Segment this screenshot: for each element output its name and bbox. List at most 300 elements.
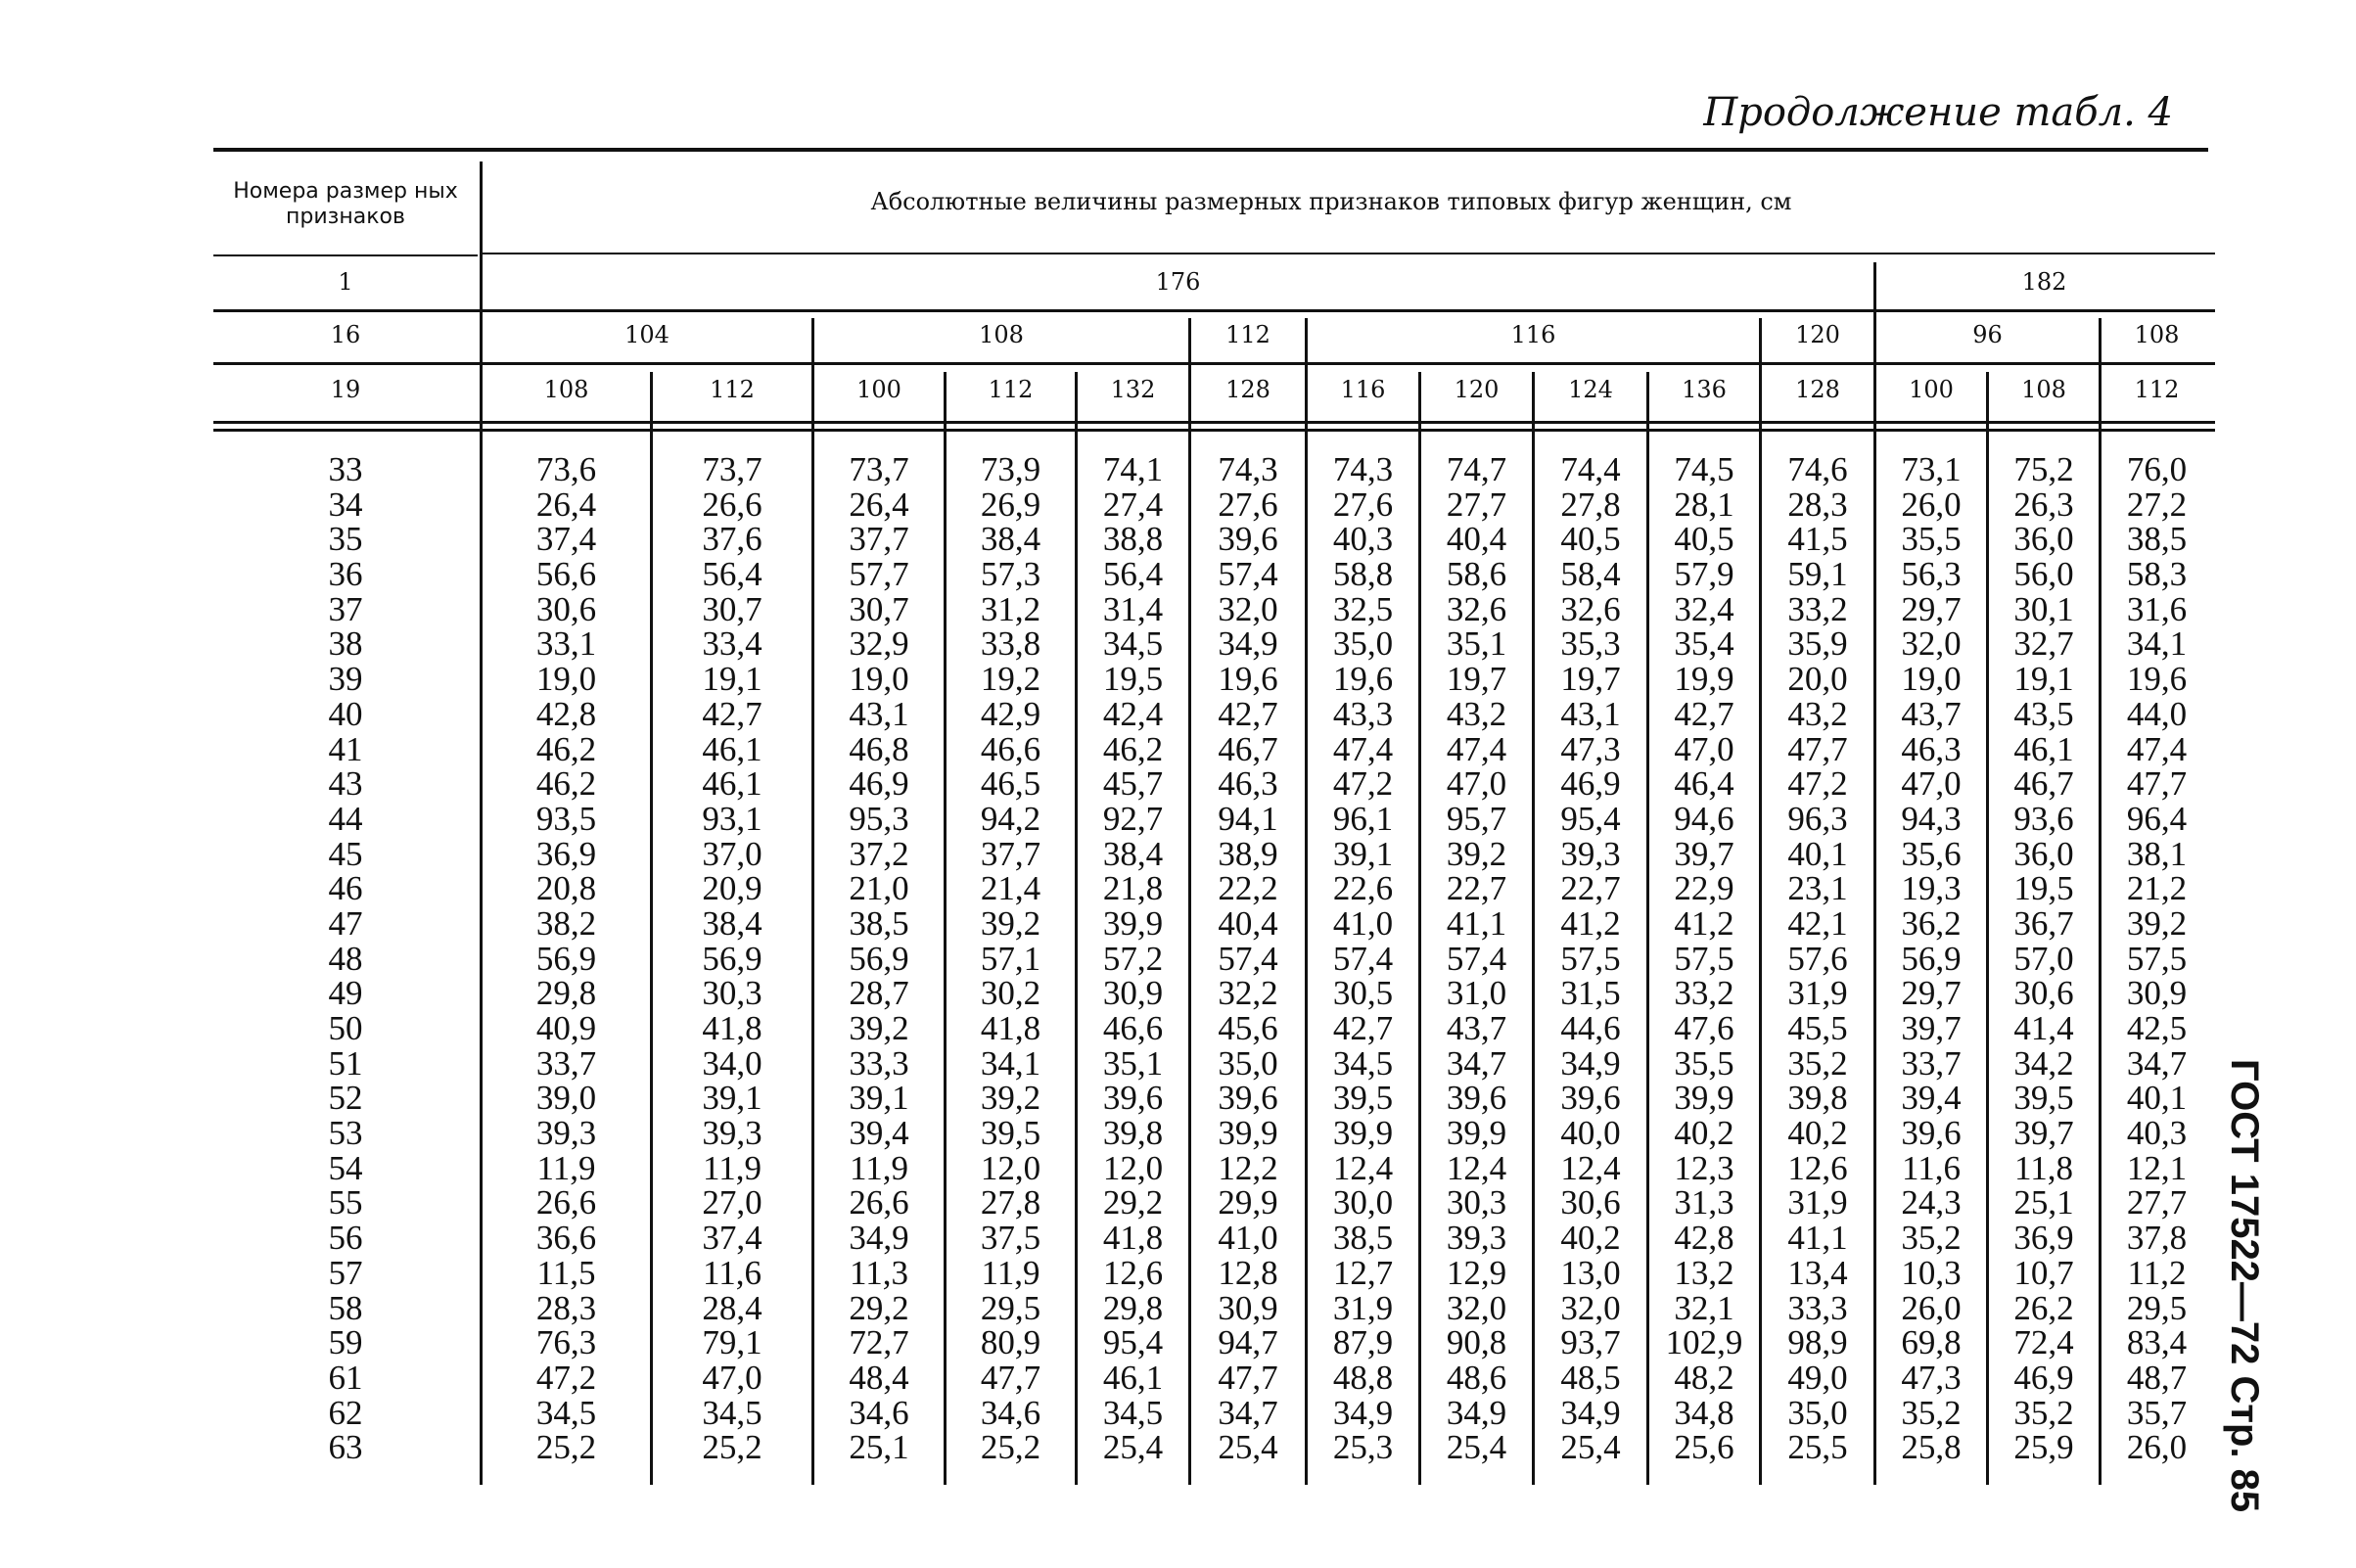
table-cell: 36,0 [2013, 834, 2074, 873]
table-cell: 30,6 [2013, 974, 2074, 1013]
table-cell: 26,4 [849, 484, 909, 524]
table-cell: 30,9 [1218, 1288, 1278, 1327]
table-cell: 47,4 [1332, 729, 1394, 768]
table-cell: 26,9 [980, 484, 1041, 524]
table-cell: 10,7 [2013, 1253, 2074, 1292]
table-cell: 25,9 [2013, 1428, 2074, 1467]
table-cell: 41,8 [702, 1009, 762, 1047]
table-cell: 39,6 [1218, 1079, 1278, 1118]
table-cell: 93,1 [702, 799, 762, 838]
table-cell: 29,8 [1102, 1288, 1164, 1327]
table-cell: 33,2 [1674, 974, 1734, 1013]
data-column [1762, 452, 1873, 1465]
table-cell: 90,8 [1446, 1323, 1507, 1362]
hip-value: 116 [1340, 376, 1386, 403]
table-cell: 25,4 [1446, 1428, 1507, 1467]
table-cell: 33,4 [702, 624, 762, 664]
table-cell: 29,5 [980, 1288, 1041, 1327]
table-cell: 12,4 [1332, 1148, 1394, 1187]
table-cell: 26,4 [535, 484, 597, 524]
table-cell: 48,6 [1446, 1358, 1507, 1397]
table-cell: 79,1 [702, 1323, 762, 1362]
table-cell: 39,6 [1102, 1079, 1164, 1118]
table-cell: 39,3 [702, 1114, 762, 1153]
table-cell: 22,2 [1218, 869, 1278, 908]
table-cell: 47,7 [1218, 1358, 1278, 1397]
table-cell: 19,0 [849, 660, 909, 699]
table-cell: 41,0 [1332, 903, 1394, 943]
row-number: 49 [328, 974, 363, 1013]
table-cell: 30,9 [1102, 974, 1164, 1013]
table-cell: 46,6 [1102, 1009, 1164, 1047]
row-number: 48 [328, 939, 363, 978]
table-cell: 58,4 [1560, 555, 1621, 594]
table-cell: 102,9 [1665, 1323, 1743, 1362]
table-cell: 21,8 [1102, 869, 1164, 908]
table-cell: 27,2 [2126, 484, 2188, 524]
table-cell: 40,0 [1560, 1114, 1621, 1153]
table-cell: 12,1 [2126, 1148, 2188, 1187]
table-cell: 20,9 [702, 869, 762, 908]
row-number: 51 [328, 1043, 363, 1083]
table-cell: 73,9 [980, 450, 1041, 488]
table-cell: 43,7 [1446, 1009, 1507, 1047]
table-cell: 23,1 [1787, 869, 1848, 908]
table-cell: 56,9 [535, 939, 597, 978]
table-cell: 39,2 [980, 1079, 1041, 1118]
table-cell: 33,8 [980, 624, 1041, 664]
table-cell: 11,9 [703, 1148, 762, 1187]
table-cell: 38,5 [849, 903, 909, 943]
row-number: 44 [328, 799, 363, 838]
table-cell: 57,5 [1674, 939, 1734, 978]
table-cell: 29,5 [2126, 1288, 2188, 1327]
table-cell: 39,1 [849, 1079, 909, 1118]
header-rule-3 [213, 362, 2215, 365]
table-cell: 45,6 [1218, 1009, 1278, 1047]
table-cell: 30,2 [980, 974, 1041, 1013]
row-number-column [213, 452, 478, 1465]
table-cell: 39,1 [702, 1079, 762, 1118]
table-cell: 39,6 [1218, 520, 1278, 559]
table-cell: 25,1 [849, 1428, 909, 1467]
table-cell: 35,2 [1787, 1043, 1848, 1083]
table-cell: 11,9 [850, 1148, 908, 1187]
table-cell: 41,1 [1787, 1219, 1848, 1258]
table-cell: 46,9 [1560, 764, 1621, 804]
table-cell: 41,8 [980, 1009, 1041, 1047]
table-cell: 26,3 [2013, 484, 2074, 524]
table-cell: 47,6 [1674, 1009, 1734, 1047]
chest-group: 108 [979, 321, 1024, 348]
table-cell: 39,3 [535, 1114, 597, 1153]
chest-group: 108 [2134, 321, 2180, 348]
table-cell: 39,0 [535, 1079, 597, 1118]
table-cell: 35,3 [1560, 624, 1621, 664]
height-group-176: 176 [1155, 268, 1201, 296]
table-cell: 56,9 [702, 939, 762, 978]
left-column-title: Номера размер ных признаков [233, 179, 458, 229]
table-cell: 12,8 [1218, 1253, 1278, 1292]
table-cell: 35,0 [1787, 1393, 1848, 1432]
table-cell: 46,1 [702, 729, 762, 768]
table-cell: 28,3 [1787, 484, 1848, 524]
table-cell: 35,5 [1674, 1043, 1734, 1083]
table-cell: 19,6 [1218, 660, 1278, 699]
table-cell: 94,6 [1674, 799, 1734, 838]
table-cell: 25,4 [1218, 1428, 1278, 1467]
table-cell: 43,3 [1332, 694, 1394, 733]
table-cell: 11,6 [1902, 1148, 1961, 1187]
table-cell: 31,2 [980, 589, 1041, 628]
table-cell: 74,1 [1102, 450, 1164, 488]
table-cell: 39,2 [849, 1009, 909, 1047]
table-cell: 56,4 [1102, 555, 1164, 594]
row-number: 63 [328, 1428, 363, 1467]
table-cell: 19,7 [1446, 660, 1507, 699]
table-cell: 39,2 [1446, 834, 1507, 873]
table-cell: 35,7 [2126, 1393, 2188, 1432]
row-number: 56 [328, 1219, 363, 1258]
table-cell: 33,3 [849, 1043, 909, 1083]
table-cell: 12,0 [980, 1148, 1041, 1187]
table-cell: 26,0 [1901, 1288, 1962, 1327]
table-cell: 34,5 [535, 1393, 597, 1432]
hip-value: 108 [2021, 376, 2066, 403]
row-number: 41 [328, 729, 363, 768]
table-cell: 29,9 [1218, 1183, 1278, 1222]
row-number: 47 [328, 903, 363, 943]
table-cell: 43,2 [1446, 694, 1507, 733]
table-cell: 34,5 [702, 1393, 762, 1432]
table-cell: 31,6 [2126, 589, 2188, 628]
table-cell: 19,5 [1102, 660, 1164, 699]
table-cell: 39,1 [1332, 834, 1394, 873]
table-cell: 39,8 [1102, 1114, 1164, 1153]
hip-value: 120 [1454, 376, 1500, 403]
table-cell: 37,7 [849, 520, 909, 559]
table-cell: 46,1 [1102, 1358, 1164, 1397]
table-cell: 35,5 [1901, 520, 1962, 559]
table-cell: 32,1 [1674, 1288, 1734, 1327]
table-cell: 37,7 [980, 834, 1041, 873]
table-cell: 35,2 [1901, 1219, 1962, 1258]
table-cell: 73,7 [849, 450, 909, 488]
table-cell: 38,5 [1332, 1219, 1394, 1258]
table-cell: 36,2 [1901, 903, 1962, 943]
table-cell: 42,7 [1674, 694, 1734, 733]
table-cell: 34,7 [1446, 1043, 1507, 1083]
table-cell: 46,7 [1218, 729, 1278, 768]
hip-value: 112 [2134, 376, 2180, 403]
table-cell: 73,6 [535, 450, 597, 488]
table-cell: 30,3 [702, 974, 762, 1013]
table-cell: 56,0 [2013, 555, 2074, 594]
table-cell: 30,1 [2013, 589, 2074, 628]
row-number: 37 [328, 589, 363, 628]
table-cell: 43,2 [1787, 694, 1848, 733]
table-cell: 33,3 [1787, 1288, 1848, 1327]
table-cell: 34,9 [849, 1219, 909, 1258]
table-cell: 39,9 [1102, 903, 1164, 943]
table-cell: 47,7 [980, 1358, 1041, 1397]
table-cell: 74,3 [1218, 450, 1278, 488]
table-cell: 43,5 [2013, 694, 2074, 733]
table-cell: 42,5 [2126, 1009, 2188, 1047]
table-cell: 41,8 [1102, 1219, 1164, 1258]
table-cell: 32,0 [1446, 1288, 1507, 1327]
table-cell: 26,6 [849, 1183, 909, 1222]
continuation-title: Продолжение табл. 4 [1703, 90, 2173, 135]
hip-value: 112 [988, 376, 1034, 403]
table-cell: 41,2 [1560, 903, 1621, 943]
table-cell: 32,5 [1332, 589, 1394, 628]
table-cell: 40,5 [1674, 520, 1734, 559]
table-cell: 19,7 [1560, 660, 1621, 699]
table-cell: 31,3 [1674, 1183, 1734, 1222]
chest-group: 112 [1225, 321, 1270, 348]
data-column [1876, 452, 1986, 1465]
table-cell: 47,4 [2126, 729, 2188, 768]
table-cell: 39,3 [1446, 1219, 1507, 1258]
table-cell: 39,3 [1560, 834, 1621, 873]
table-cell: 73,1 [1901, 450, 1962, 488]
table-cell: 11,5 [536, 1253, 596, 1292]
table-cell: 57,1 [980, 939, 1041, 978]
table-cell: 34,9 [1218, 624, 1278, 664]
table-cell: 12,4 [1446, 1148, 1507, 1187]
row-label-1: 1 [338, 268, 353, 296]
table-cell: 56,9 [849, 939, 909, 978]
table-cell: 58,6 [1446, 555, 1507, 594]
table-cell: 28,1 [1674, 484, 1734, 524]
table-cell: 37,4 [535, 520, 597, 559]
table-cell: 42,7 [1332, 1009, 1394, 1047]
table-cell: 31,9 [1787, 1183, 1848, 1222]
table-cell: 31,0 [1446, 974, 1507, 1013]
row-number: 53 [328, 1114, 363, 1153]
table-cell: 34,0 [702, 1043, 762, 1083]
table-cell: 34,7 [1218, 1393, 1278, 1432]
table-cell: 27,7 [2126, 1183, 2188, 1222]
table-cell: 56,3 [1901, 555, 1962, 594]
table-cell: 57,5 [2126, 939, 2188, 978]
row-number: 57 [328, 1253, 363, 1292]
hip-value: 136 [1682, 376, 1727, 403]
table-cell: 30,6 [535, 589, 597, 628]
table-cell: 69,8 [1901, 1323, 1962, 1362]
table-cell: 30,7 [849, 589, 909, 628]
table-cell: 41,2 [1674, 903, 1734, 943]
table-cell: 35,6 [1901, 834, 1962, 873]
table-cell: 46,6 [980, 729, 1041, 768]
table-cell: 94,7 [1218, 1323, 1278, 1362]
table-cell: 12,4 [1560, 1148, 1621, 1187]
data-column [1421, 452, 1532, 1465]
table-cell: 28,4 [702, 1288, 762, 1327]
table-cell: 37,4 [702, 1219, 762, 1258]
table-cell: 87,9 [1332, 1323, 1394, 1362]
table-cell: 94,2 [980, 799, 1041, 838]
table-cell: 37,6 [702, 520, 762, 559]
hip-value: 128 [1795, 376, 1840, 403]
table-cell: 92,7 [1102, 799, 1164, 838]
table-cell: 42,1 [1787, 903, 1848, 943]
table-cell: 31,4 [1102, 589, 1164, 628]
table-cell: 48,2 [1674, 1358, 1734, 1397]
chest-group: 120 [1795, 321, 1840, 348]
table-cell: 39,7 [2013, 1114, 2074, 1153]
table-cell: 27,8 [980, 1183, 1041, 1222]
table-cell: 21,2 [2126, 869, 2188, 908]
table-cell: 96,1 [1332, 799, 1394, 838]
table-cell: 32,0 [1218, 589, 1278, 628]
table-cell: 57,2 [1102, 939, 1164, 978]
row-number: 45 [328, 834, 363, 873]
table-cell: 33,7 [1901, 1043, 1962, 1083]
hip-value: 128 [1225, 376, 1270, 403]
table-cell: 20,0 [1787, 660, 1848, 699]
table-cell: 37,5 [980, 1219, 1041, 1258]
table-cell: 29,7 [1901, 589, 1962, 628]
chest-group: 96 [1972, 321, 2003, 348]
table-cell: 30,0 [1332, 1183, 1394, 1222]
row-number: 61 [328, 1358, 363, 1397]
table-cell: 73,7 [702, 450, 762, 488]
table-cell: 34,6 [849, 1393, 909, 1432]
table-cell: 44,0 [2126, 694, 2188, 733]
table-cell: 12,3 [1674, 1148, 1734, 1187]
header-rule-1 [213, 254, 478, 256]
table-cell: 22,6 [1332, 869, 1394, 908]
table-cell: 20,8 [535, 869, 597, 908]
row-number: 36 [328, 555, 363, 594]
table-cell: 47,3 [1901, 1358, 1962, 1397]
table-cell: 29,2 [849, 1288, 909, 1327]
table-cell: 95,4 [1560, 799, 1621, 838]
table-cell: 39,4 [849, 1114, 909, 1153]
table-cell: 24,3 [1901, 1183, 1962, 1222]
table-cell: 56,6 [535, 555, 597, 594]
table-cell: 74,7 [1446, 450, 1507, 488]
table-cell: 80,9 [980, 1323, 1041, 1362]
table-cell: 42,7 [1218, 694, 1278, 733]
table-cell: 31,5 [1560, 974, 1621, 1013]
row-number: 55 [328, 1183, 363, 1222]
data-column [1191, 452, 1305, 1465]
table-cell: 39,5 [980, 1114, 1041, 1153]
chest-group: 116 [1510, 321, 1556, 348]
table-cell: 13,0 [1560, 1253, 1621, 1292]
data-column [814, 452, 944, 1465]
table-cell: 33,2 [1787, 589, 1848, 628]
table-cell: 28,3 [535, 1288, 597, 1327]
row-number: 62 [328, 1393, 363, 1432]
table-cell: 10,3 [1901, 1253, 1962, 1292]
table-cell: 34,2 [2013, 1043, 2074, 1083]
table-cell: 45,5 [1787, 1009, 1848, 1047]
table-cell: 47,4 [1446, 729, 1507, 768]
table-cell: 46,7 [2013, 764, 2074, 804]
table-cell: 22,7 [1560, 869, 1621, 908]
table-cell: 57,4 [1332, 939, 1394, 978]
table-cell: 25,3 [1332, 1428, 1394, 1467]
table-cell: 25,2 [535, 1428, 597, 1467]
hip-value: 124 [1568, 376, 1613, 403]
table-cell: 98,9 [1787, 1323, 1848, 1362]
table-cell: 37,2 [849, 834, 909, 873]
table-cell: 27,4 [1102, 484, 1164, 524]
table-cell: 40,2 [1560, 1219, 1621, 1258]
header-rule-4a [213, 421, 2215, 424]
table-cell: 57,4 [1218, 555, 1278, 594]
table-cell: 32,4 [1674, 589, 1734, 628]
table-cell: 47,3 [1560, 729, 1621, 768]
table-cell: 95,4 [1102, 1323, 1164, 1362]
header-rule-4b [213, 429, 2215, 432]
table-cell: 34,6 [980, 1393, 1041, 1432]
table-cell: 58,3 [2126, 555, 2188, 594]
row-number: 43 [328, 764, 363, 804]
table-cell: 25,8 [1901, 1428, 1962, 1467]
table-cell: 96,4 [2126, 799, 2188, 838]
row-number: 46 [328, 869, 363, 908]
table-cell: 34,8 [1674, 1393, 1734, 1432]
hip-value: 112 [710, 376, 755, 403]
table-cell: 42,9 [980, 694, 1041, 733]
table-cell: 21,0 [849, 869, 909, 908]
table-cell: 11,8 [2014, 1148, 2073, 1187]
table-cell: 12,6 [1787, 1148, 1848, 1187]
table-cell: 35,0 [1332, 624, 1394, 664]
table-cell: 47,0 [1446, 764, 1507, 804]
row-number: 59 [328, 1323, 363, 1362]
data-column [1649, 452, 1759, 1465]
table-cell: 46,1 [702, 764, 762, 804]
table-cell: 35,2 [1901, 1393, 1962, 1432]
table-cell: 32,6 [1560, 589, 1621, 628]
table-cell: 19,5 [2013, 869, 2074, 908]
table-cell: 36,9 [2013, 1219, 2074, 1258]
row-label-16: 16 [330, 321, 361, 348]
table-cell: 32,7 [2013, 624, 2074, 664]
table-cell: 27,6 [1218, 484, 1278, 524]
data-column [483, 452, 650, 1465]
table-cell: 31,9 [1787, 974, 1848, 1013]
table-cell: 34,1 [980, 1043, 1041, 1083]
data-column [947, 452, 1075, 1465]
height-group-182: 182 [2021, 268, 2067, 296]
table-cell: 35,9 [1787, 624, 1848, 664]
table-cell: 30,3 [1446, 1183, 1507, 1222]
table-cell: 47,0 [1674, 729, 1734, 768]
table-cell: 46,9 [849, 764, 909, 804]
table-cell: 21,4 [980, 869, 1041, 908]
table-cell: 43,1 [849, 694, 909, 733]
table-cell: 57,4 [1446, 939, 1507, 978]
table-cell: 36,7 [2013, 903, 2074, 943]
table-cell: 39,9 [1446, 1114, 1507, 1153]
table-cell: 13,4 [1787, 1253, 1848, 1292]
table-cell: 32,9 [849, 624, 909, 664]
table-cell: 47,2 [535, 1358, 597, 1397]
table-cell: 26,6 [702, 484, 762, 524]
row-number: 34 [328, 484, 363, 524]
table-cell: 12,6 [1102, 1253, 1164, 1292]
table-cell: 40,2 [1787, 1114, 1848, 1153]
table-cell: 27,8 [1560, 484, 1621, 524]
table-cell: 46,2 [535, 764, 597, 804]
